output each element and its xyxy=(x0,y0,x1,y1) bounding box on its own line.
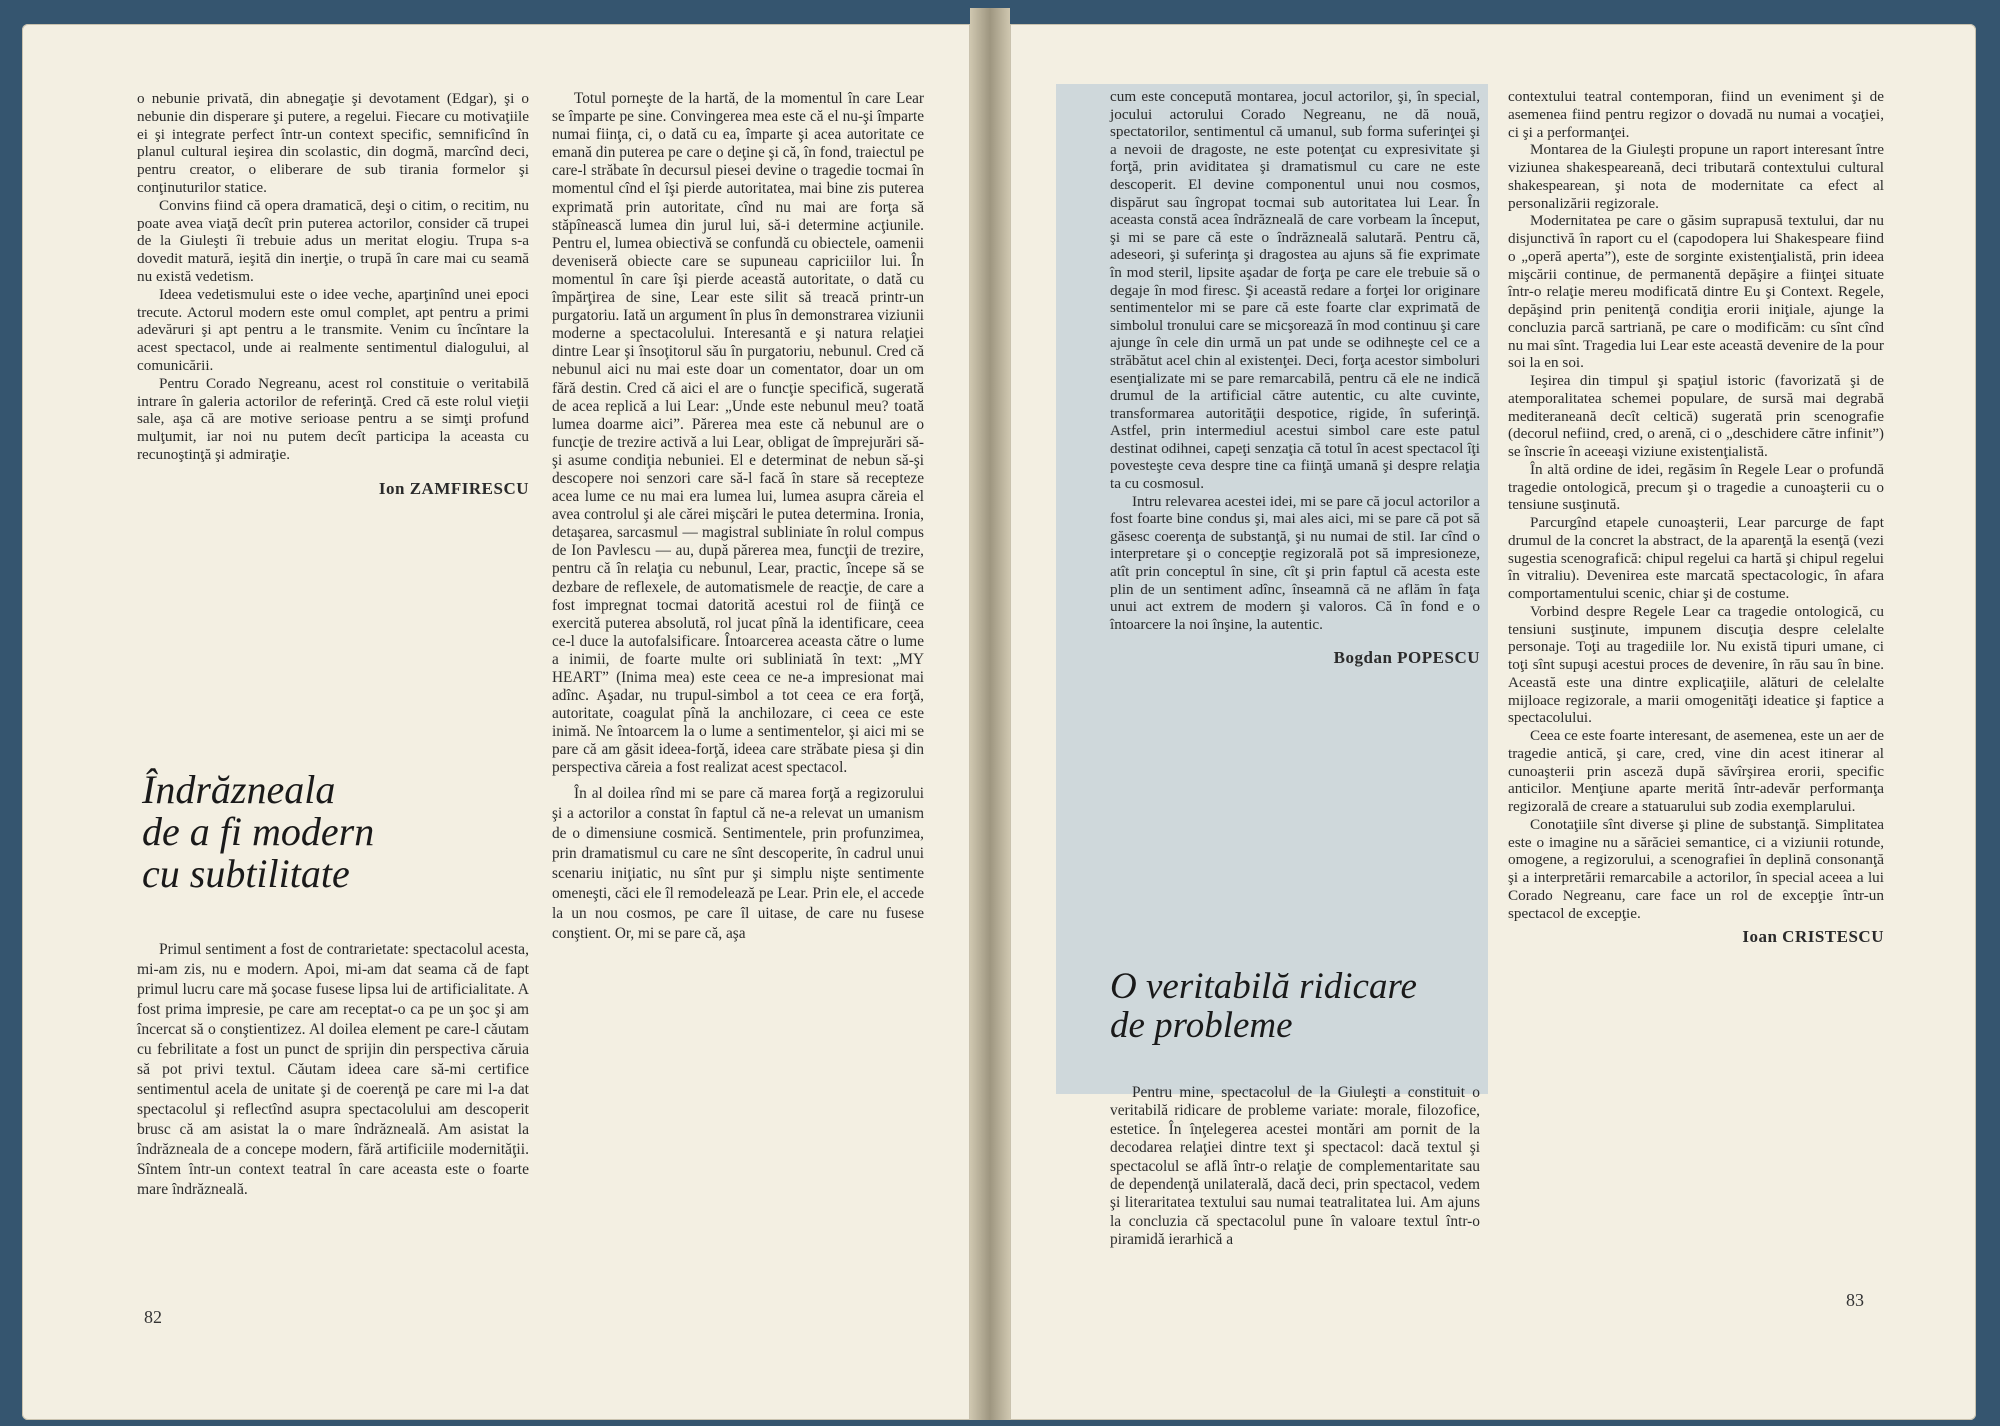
paragraph: Primul sentiment a fost de contrarietate: spectacolul acesta, mi-am zis, nu e modern. Apoi, mi-am dat seama că de fapt primul lucru care mă şocase fusese lipsa lui de artificialitate. A fost prima impresie, pe care am receptat-o ca pe un şoc şi am încercat să o conştientizez. Al doilea element pe care-l căutam cu febrilitate a fost un punct de sprijin din perspectiva căruia să pot privi textul. Căutam ideea care să-mi certifice sentimentul acela de unitate şi de coerenţă pe care mi l-a dat spectacolul şi reflectînd asupra spectacolului am descoperit brusc că am asistat la o mare îndrăzneală. Am asistat la îndrăzneala de a concepe modern, fără artificiile modernităţii. Sîntem într-un context teatral în care aceasta este o foarte mare îndrăzneală. xyxy=(137,941,529,1198)
title-line: O veritabilă ridicare xyxy=(1110,966,1417,1007)
title-line: Îndrăzneala xyxy=(142,767,336,812)
paragraph: Vorbind despre Regele Lear ca tragedie ontologică, cu tensiuni susţinute, impunem discuţia despre celelalte personaje. Toţi au tragediile lor. Nu există tipuri umane, ci toţi sînt supuşi acestui proces de devenire, în rău sau în bine. Această este una dintre explicaţiile, alături de celelalte mijloace regizorale, a marii omogenităţi ideatice şi faptice a spectacolului. xyxy=(1508,602,1884,727)
left-column-1-bottom xyxy=(137,940,529,1200)
title-line: cu subtilitate xyxy=(142,851,350,896)
paragraph: În altă ordine de idei, regăsim în Regele Lear o profundă tragedie ontologică, precum şi o tragedie a cunoaşterii cu o tensiune susţinută. xyxy=(1508,460,1884,514)
page-number: 82 xyxy=(144,1307,162,1327)
left-column-1-top xyxy=(137,90,529,498)
title-line: de a fi modern xyxy=(142,809,375,854)
paragraph: Ceea ce este foarte interesant, de asemenea, este un aer de tragedie antică, şi care, cred, vine din acest itinerar al cunoaşterii prin asceză după săvîrşirea erorii, specific anticilor. Menţiune aparte merită într-adevăr performanţa regizorală de creare a statuarului sub zodia exemplarului. xyxy=(1508,727,1884,815)
paragraph: o nebunie privată, din abnegaţie şi devotament (Edgar), şi o nebunie din disperare şi putere, a regelui. Fiecare cu motivaţiile ei şi integrate perfect într-un context specific, semnificînd în planul cultural ieşirea din scolastic, din dogmă, marcînd deci, pentru creator, o eliberare de sub tirania formelor şi conţinuturilor statice. xyxy=(137,90,529,196)
author-signature: Ion ZAMFIRESCU xyxy=(378,478,529,498)
right-page xyxy=(1010,24,1976,1420)
paragraph: Totul porneşte de la hartă, de la momentul în care Lear se împarte pe sine. Convingerea mea este că el nu-şi împarte numai fiinţa, ci, o dată cu ea, împarte şi acea autoritate ce emană din puterea pe care o deţine şi că, în fond, traiectul pe care-l străbate în decursul piesei devine o tragedie tocmai în momentul cînd el îşi pierde autoritatea, mai bine zis puterea exprimată prin autoritate, cînd nu mai are forţa să stăpînească lumea din jurul lui, să-i determine acţiunile. Pentru el, lumea obiectivă se confundă cu obiectele, oamenii deveniseră obiecte care se supuneau capriciilor lui. În momentul în care îşi pierde această autoritate, o dată cu împărţirea de sine, Lear este silit să treacă printr-un purgatoriu. Iată un argument în plus în demonstrarea viziunii moderne a spectacolului. Interesantă e şi natura relaţiei dintre Lear şi însoţitorul său în purgatoriu, nebunul. Cred că nebunul aici nu mai este doar un comentator, doar un om fără destin. Cred că aici el are o funcţie specifică, sugerată de acea replică a lui Lear: „Unde este nebunul meu? toată lumea doarme aici”. Părerea mea este că nebunul are o funcţie de trezire activă a lui Lear, obligat de împrejurări să-şi asume condiţia nebuniei. El e determinat de nebun să-şi descopere noi senzori care să-l facă în stare să recepteze acea lume ce nu mai era lumea lui, lumea asupra căreia el avea controlul şi ale cărei mişcări le putea determina. Ironia, detaşarea, sarcasmul — magistral subliniate în rolul compus de Ion Pavlescu — au, după părerea mea, funcţii de trezire, pentru că în relaţia cu nebunul, Lear, practic, începe să se dezbare de reflexele, de automatismele de reacţie, de care a fost impregnat tocmai datorită acestui rol de fiinţă ce exercită puterea absolută, rol jucat pînă la identificare, ceea ce-l duce la autofalsificare. Întoarcerea aceasta către o lume a inimii, de foarte multe ori subliniată în text: „MY HEART” (Inima mea) este ceea ce ne-a impresionat mai adînc. Aşadar, nu trupul-simbol a tot ceea ce era forţă, autoritate, coagulat pînă la anchilozare, ci ceea ce este inimă. Ne întoarcem la o lume a sentimentelor, şi aici mi se pare că am găsit ideea-forţă, ideea care străbate piesa şi din perspectiva căreia a fost realizat acest spectacol. xyxy=(552,90,924,777)
author-signature: Bogdan POPESCU xyxy=(1333,648,1480,668)
paragraph: Intru relevarea acestei idei, mi se pare că jocul actorilor a fost foarte bine condus şi, mai ales aici, mi se pare că pot să găsesc coerenţa de substanţă, şi nu numai de stil. Iar cînd o interpretare şi o concepţie regizorală pot să impresioneze, atît prin conceptul în sine, cît şi prin faptul că acesta este plin de un sentiment adînc, înseamnă că ne aflăm în faţa unui act extrem de modern şi valoros. Că în fond e o întoarcere la noi înşine, la autentic. xyxy=(1110,492,1480,633)
paragraph: Ideea vedetismului este o idee veche, aparţinînd unei epoci trecute. Actorul modern este omul complet, apt pentru a primi adevăruri şi apt pentru a le transmite. Venim cu încîntare la acest spectacol, unde ai realmente sentimentul dialogului, al comunicării. xyxy=(137,285,529,374)
paragraph: În al doilea rînd mi se pare că marea forţă a regizorului şi a actorilor a constat în faptul că ne-a relevat un umanism de o dimensiune cosmică. Sentimentele, prin profunzimea, prin dramatismul cu care ne sînt descoperite, în cadrul unui scenariu iniţiatic, nu sînt pur şi simplu nişte sentimente omeneşti, căci ele îl remodelează pe Lear. Prin ele, el accede la un nou cosmos, pe care îl uitase, de care nu fusese conştient. Or, mi se pare că, aşa xyxy=(552,784,924,942)
paragraph: cum este concepută montarea, jocul actorilor, şi, în special, jocului actorului Corado Negreanu, ne dă nouă, spectatorilor, sentimentul că umanul, sub forma suferinţei şi a nevoii de dragoste, ne este potenţat cu expresivitate şi forţă, prin aviditatea şi dramatismul cu care ne este descoperit. El devine componentul unui nou cosmos, dispărut sau îngropat tocmai sub autoritatea lui Lear. În aceasta constă acea îndrăzneală de care vorbeam la început, şi mi se pare că este o îndrăzneală salutară. Pentru că, adeseori, şi suferinţa şi dragostea au ajuns să fie exprimate în mod steril, lipsite aşadar de forţa pe care ele trebuie să o degaje în mod firesc. Şi această redare a forţei lor originare sentimentelor mi se pare că este foarte clar exprimată de simbolul tronului care se micşorează în mod continuu şi care ajunge în cele din urmă un pat unde se odihneşte cel ce a străbătut acel chin al existenţei. Deci, forţa acestor simboluri esenţializate mi se pare remarcabilă, pentru că ele ne indică drumul de la artificial către autentic, cu alte cuvinte, transformarea autorităţii despotice, rigide, în suferinţă. Astfel, prin intermediul acestui simbol care este patul destinat odihnei, capeţi senzaţia că totul în acest spectacol îţi povesteşte ceva despre tine ca fiinţă umană şi despre relaţia ta cu cosmosul. xyxy=(1110,88,1480,493)
title-line: de probleme xyxy=(1110,1004,1293,1046)
page-number: 83 xyxy=(1846,1290,1864,1310)
right-column-1-bottom xyxy=(1110,1084,1480,1250)
paragraph: Montarea de la Giuleşti propune un raport interesant între viziunea shakespeareană, deci tributară contextului cultural shakespearean, şi nota de modernitate ca efect al personalizării regizorale. xyxy=(1508,141,1884,212)
article-title xyxy=(1110,968,1417,1046)
paragraph: contextului teatral contemporan, fiind un eveniment şi de asemenea fiind pentru regizor o dovadă nu numai a vocaţiei, ci şi a performanţei. xyxy=(1508,88,1884,141)
paragraph: Ieşirea din timpul şi spaţiul istoric (favorizată şi de atemporalitatea schemei populare, de sursă mai degrabă mediteraneană decît celtică) sugerată prin scenografie (decorul nefiind, cred, o arenă, ci o „deschidere către infinit”) se înscrie în aceeaşi viziune existenţialistă. xyxy=(1508,372,1884,460)
article-title xyxy=(142,769,374,895)
paragraph: Parcurgînd etapele cunoaşterii, Lear parcurge de fapt drumul de la concret la abstract, de la aparenţă la esenţă (vezi sugestia scenografică: chipul regelui ca hartă şi chipul regelui în vitraliu). Devenirea este marcată spectacologic, în afara comportamentului scenic, chiar şi de costume. xyxy=(1508,514,1884,602)
left-column-2 xyxy=(552,90,924,944)
right-column-2 xyxy=(1508,88,1884,946)
paragraph: Convins fiind că opera dramatică, deşi o citim, o recitim, nu poate avea viaţă decît prin puterea actorilor, consider că trupei de la Giuleşti îi trebuie adus un meritat elogiu. Trupa s-a dovedit matură, ieşită din inerţie, o trupă în care mai cu seamă nu există vedetism. xyxy=(137,196,529,285)
right-column-1-top xyxy=(1110,88,1480,667)
paragraph: Conotaţiile sînt diverse şi pline de substanţă. Simplitatea este o imagine nu a sărăciei semantice, ci a viziunii rotunde, omogene, a regizorului, a scenografiei în deplină consonanţă şi a interpretării remarcabile a actorilor, în special aceea a lui Corado Negreanu, care face un rol de excepţie într-un spectacol de excepţie. xyxy=(1508,815,1884,922)
paragraph: Pentru mine, spectacolul de la Giuleşti a constituit o veritabilă ridicare de probleme variate: morale, filozofice, estetice. În înţelegerea acestei montări am pornit de la decodarea relaţiei dintre text şi spectacol: dacă textul şi spectacolul se află într-o relaţie de complementaritate sau de dependenţă unilaterală, dacă deci, prin spectacol, vedem şi literaritatea textului sau numai teatralitatea lui. Am ajuns la concluzia că spectacolul pune în valoare textul într-o piramidă ierarhică a xyxy=(1110,1084,1480,1249)
author-signature: Ioan CRISTESCU xyxy=(1742,927,1884,947)
paragraph: Pentru Corado Negreanu, acest rol constituie o veritabilă intrare în galeria actorilor de referinţă. Cred că este rolul vieţii sale, aşa că are motive serioase pentru a se simţi profund mulţumit, iar noi nu putem decît participa la aceasta cu recunoştinţă şi admiraţie. xyxy=(137,374,529,463)
paragraph: Modernitatea pe care o găsim suprapusă textului, dar nu disjunctivă în raport cu el (capodopera lui Shakespeare fiind o „operă aperta”), este de sorginte existenţialistă, prin ideea mişcării continue, de permanentă depăşire a fiinţei situate într-o relaţie mereu modificată dintre Eu şi Context. Regele, depăşind prin penitenţă condiţia erorii iniţiale, ajunge la concluzia parcă sartriană, pe care o modificăm: cu sînt cînd nu mai sînt. Tragedia lui Lear este această devenire de la pour soi la en soi. xyxy=(1508,212,1884,372)
book-gutter xyxy=(970,8,1010,1420)
left-page xyxy=(22,24,970,1420)
